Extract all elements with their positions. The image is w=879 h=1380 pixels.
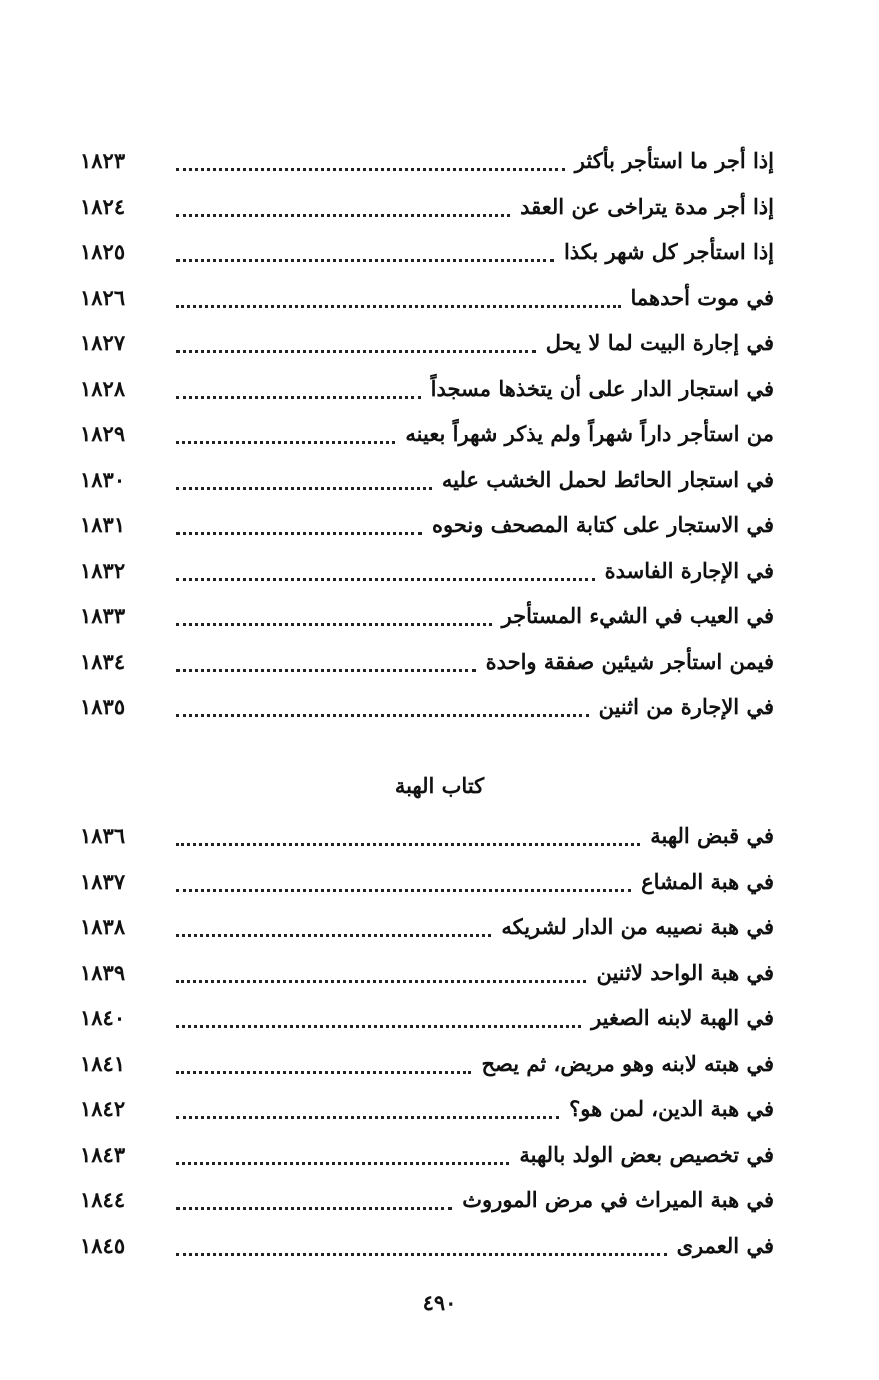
toc-entry-title: في الاستجار على كتابة المصحف ونحوه (431, 512, 774, 538)
dot-leader (176, 461, 432, 490)
dot-leader (176, 688, 589, 717)
toc-entry-title: في هبة الدين، لمن هو؟ (569, 1096, 774, 1122)
toc-entry (80, 138, 774, 184)
toc-entry-page: ١٨٢٣ (80, 148, 126, 174)
toc-section-hiba (80, 813, 774, 1268)
dot-leader (176, 817, 640, 846)
toc-entry-page: ١٨٣٢ (80, 557, 126, 583)
toc-entry-page: ١٨٢٤ (80, 193, 126, 219)
toc-entry-title: في الإجارة الفاسدة (604, 557, 774, 583)
dot-leader (176, 863, 631, 892)
toc-entry (80, 639, 774, 685)
toc-entry-page: ١٨٤٣ (80, 1141, 126, 1167)
toc-entry (80, 684, 774, 730)
dot-leader (176, 597, 492, 626)
toc-entry-title: في إجارة البيت لما لا يحل (545, 330, 774, 356)
toc-entry-page: ١٨٤٠ (80, 1005, 126, 1031)
toc-entry (80, 548, 774, 594)
toc-entry-page: ١٨٢٨ (80, 375, 126, 401)
toc-entry-title: في هبته لابنه وهو مريض، ثم يصح (481, 1050, 774, 1076)
dot-leader (176, 999, 581, 1028)
toc-entry-title: في الإجارة من اثنين (598, 694, 774, 720)
toc-entry (80, 1041, 774, 1087)
toc-entry (80, 411, 774, 457)
toc-entry (80, 1132, 774, 1178)
toc-entry (80, 320, 774, 366)
toc-entry-title: في هبة المشاع (641, 868, 774, 894)
dot-leader (176, 954, 586, 983)
toc-entry-page: ١٨٣٣ (80, 603, 126, 629)
dot-leader (176, 1181, 452, 1210)
toc-entry (80, 904, 774, 950)
toc-entry-title: في هبة الميراث في مرض الموروث (462, 1187, 774, 1213)
toc-entry (80, 457, 774, 503)
toc-entry-title: في هبة نصيبه من الدار لشريكه (501, 914, 774, 940)
toc-entry (80, 1223, 774, 1269)
toc-entry-page: ١٨٢٥ (80, 239, 126, 265)
toc-entry-page: ١٨٣٩ (80, 959, 126, 985)
toc-entry-title: من استأجر داراً شهراً ولم يذكر شهراً بعينه (405, 421, 774, 447)
toc-entry-title: فيمن استأجر شيئين صفقة واحدة (485, 648, 774, 674)
toc-entry-page: ١٨٤٢ (80, 1096, 126, 1122)
toc-entry-page: ١٨٣١ (80, 512, 126, 538)
toc-entry-page: ١٨٤٤ (80, 1187, 126, 1213)
dot-leader (176, 415, 395, 444)
dot-leader (176, 1045, 471, 1074)
toc-entry-title: في قبض الهبة (650, 823, 774, 849)
dot-leader (176, 552, 595, 581)
toc-entry-title: في موت أحدهما (630, 284, 774, 310)
toc-entry-title: في تخصيص بعض الولد بالهبة (519, 1141, 774, 1167)
toc-entry-title: في هبة الواحد لاثنين (596, 959, 774, 985)
toc-entry-page: ١٨٣٦ (80, 823, 126, 849)
dot-leader (176, 1136, 509, 1165)
toc-entry (80, 995, 774, 1041)
toc-entry-page: ١٨٢٦ (80, 284, 126, 310)
toc-entry (80, 593, 774, 639)
dot-leader (176, 1090, 559, 1119)
toc-entry (80, 502, 774, 548)
toc-entry-page: ١٨٣٨ (80, 914, 126, 940)
toc-entry (80, 859, 774, 905)
toc-entry (80, 1177, 774, 1223)
toc-entry-title: في استجار الحائط لحمل الخشب عليه (441, 466, 774, 492)
toc-entry-page: ١٨٣٠ (80, 466, 126, 492)
dot-leader (176, 370, 421, 399)
dot-leader (176, 506, 422, 535)
toc-entry (80, 275, 774, 321)
toc-entry-page: ١٨٣٥ (80, 694, 126, 720)
toc-entry (80, 813, 774, 859)
dot-leader (176, 324, 536, 353)
toc-entry (80, 184, 774, 230)
toc-entry (80, 229, 774, 275)
toc-entry-page: ١٨٢٧ (80, 330, 126, 356)
toc-entry-title: في الهبة لابنه الصغير (591, 1005, 774, 1031)
section-heading: كتاب الهبة (394, 773, 485, 798)
toc-entry-title: في العمرى (676, 1232, 774, 1258)
dot-leader (176, 1227, 667, 1256)
dot-leader (176, 233, 554, 262)
toc-entry-title: إذا استأجر كل شهر بكذا (563, 239, 774, 265)
toc-entry-page: ١٨٣٤ (80, 648, 126, 674)
page-number: ٤٩٠ (422, 1290, 457, 1315)
toc-entry-title: إذا أجر مدة يتراخى عن العقد (520, 193, 774, 219)
toc-entry (80, 950, 774, 996)
dot-leader (176, 908, 491, 937)
toc-entry-page: ١٨٣٧ (80, 868, 126, 894)
dot-leader (176, 279, 621, 308)
toc-entry (80, 1086, 774, 1132)
toc-entry-title: في العيب في الشيء المستأجر (501, 603, 774, 629)
toc-entry-title: إذا أجر ما استأجر بأكثر (574, 148, 774, 174)
dot-leader (176, 188, 510, 217)
toc-entry (80, 366, 774, 412)
dot-leader (176, 643, 476, 672)
toc-entry-page: ١٨٤١ (80, 1050, 126, 1076)
toc-entry-page: ١٨٢٩ (80, 421, 126, 447)
dot-leader (176, 142, 565, 171)
toc-section-ijara (80, 138, 774, 730)
toc-entry-title: في استجار الدار على أن يتخذها مسجداً (430, 375, 774, 401)
toc-entry-page: ١٨٤٥ (80, 1232, 126, 1258)
